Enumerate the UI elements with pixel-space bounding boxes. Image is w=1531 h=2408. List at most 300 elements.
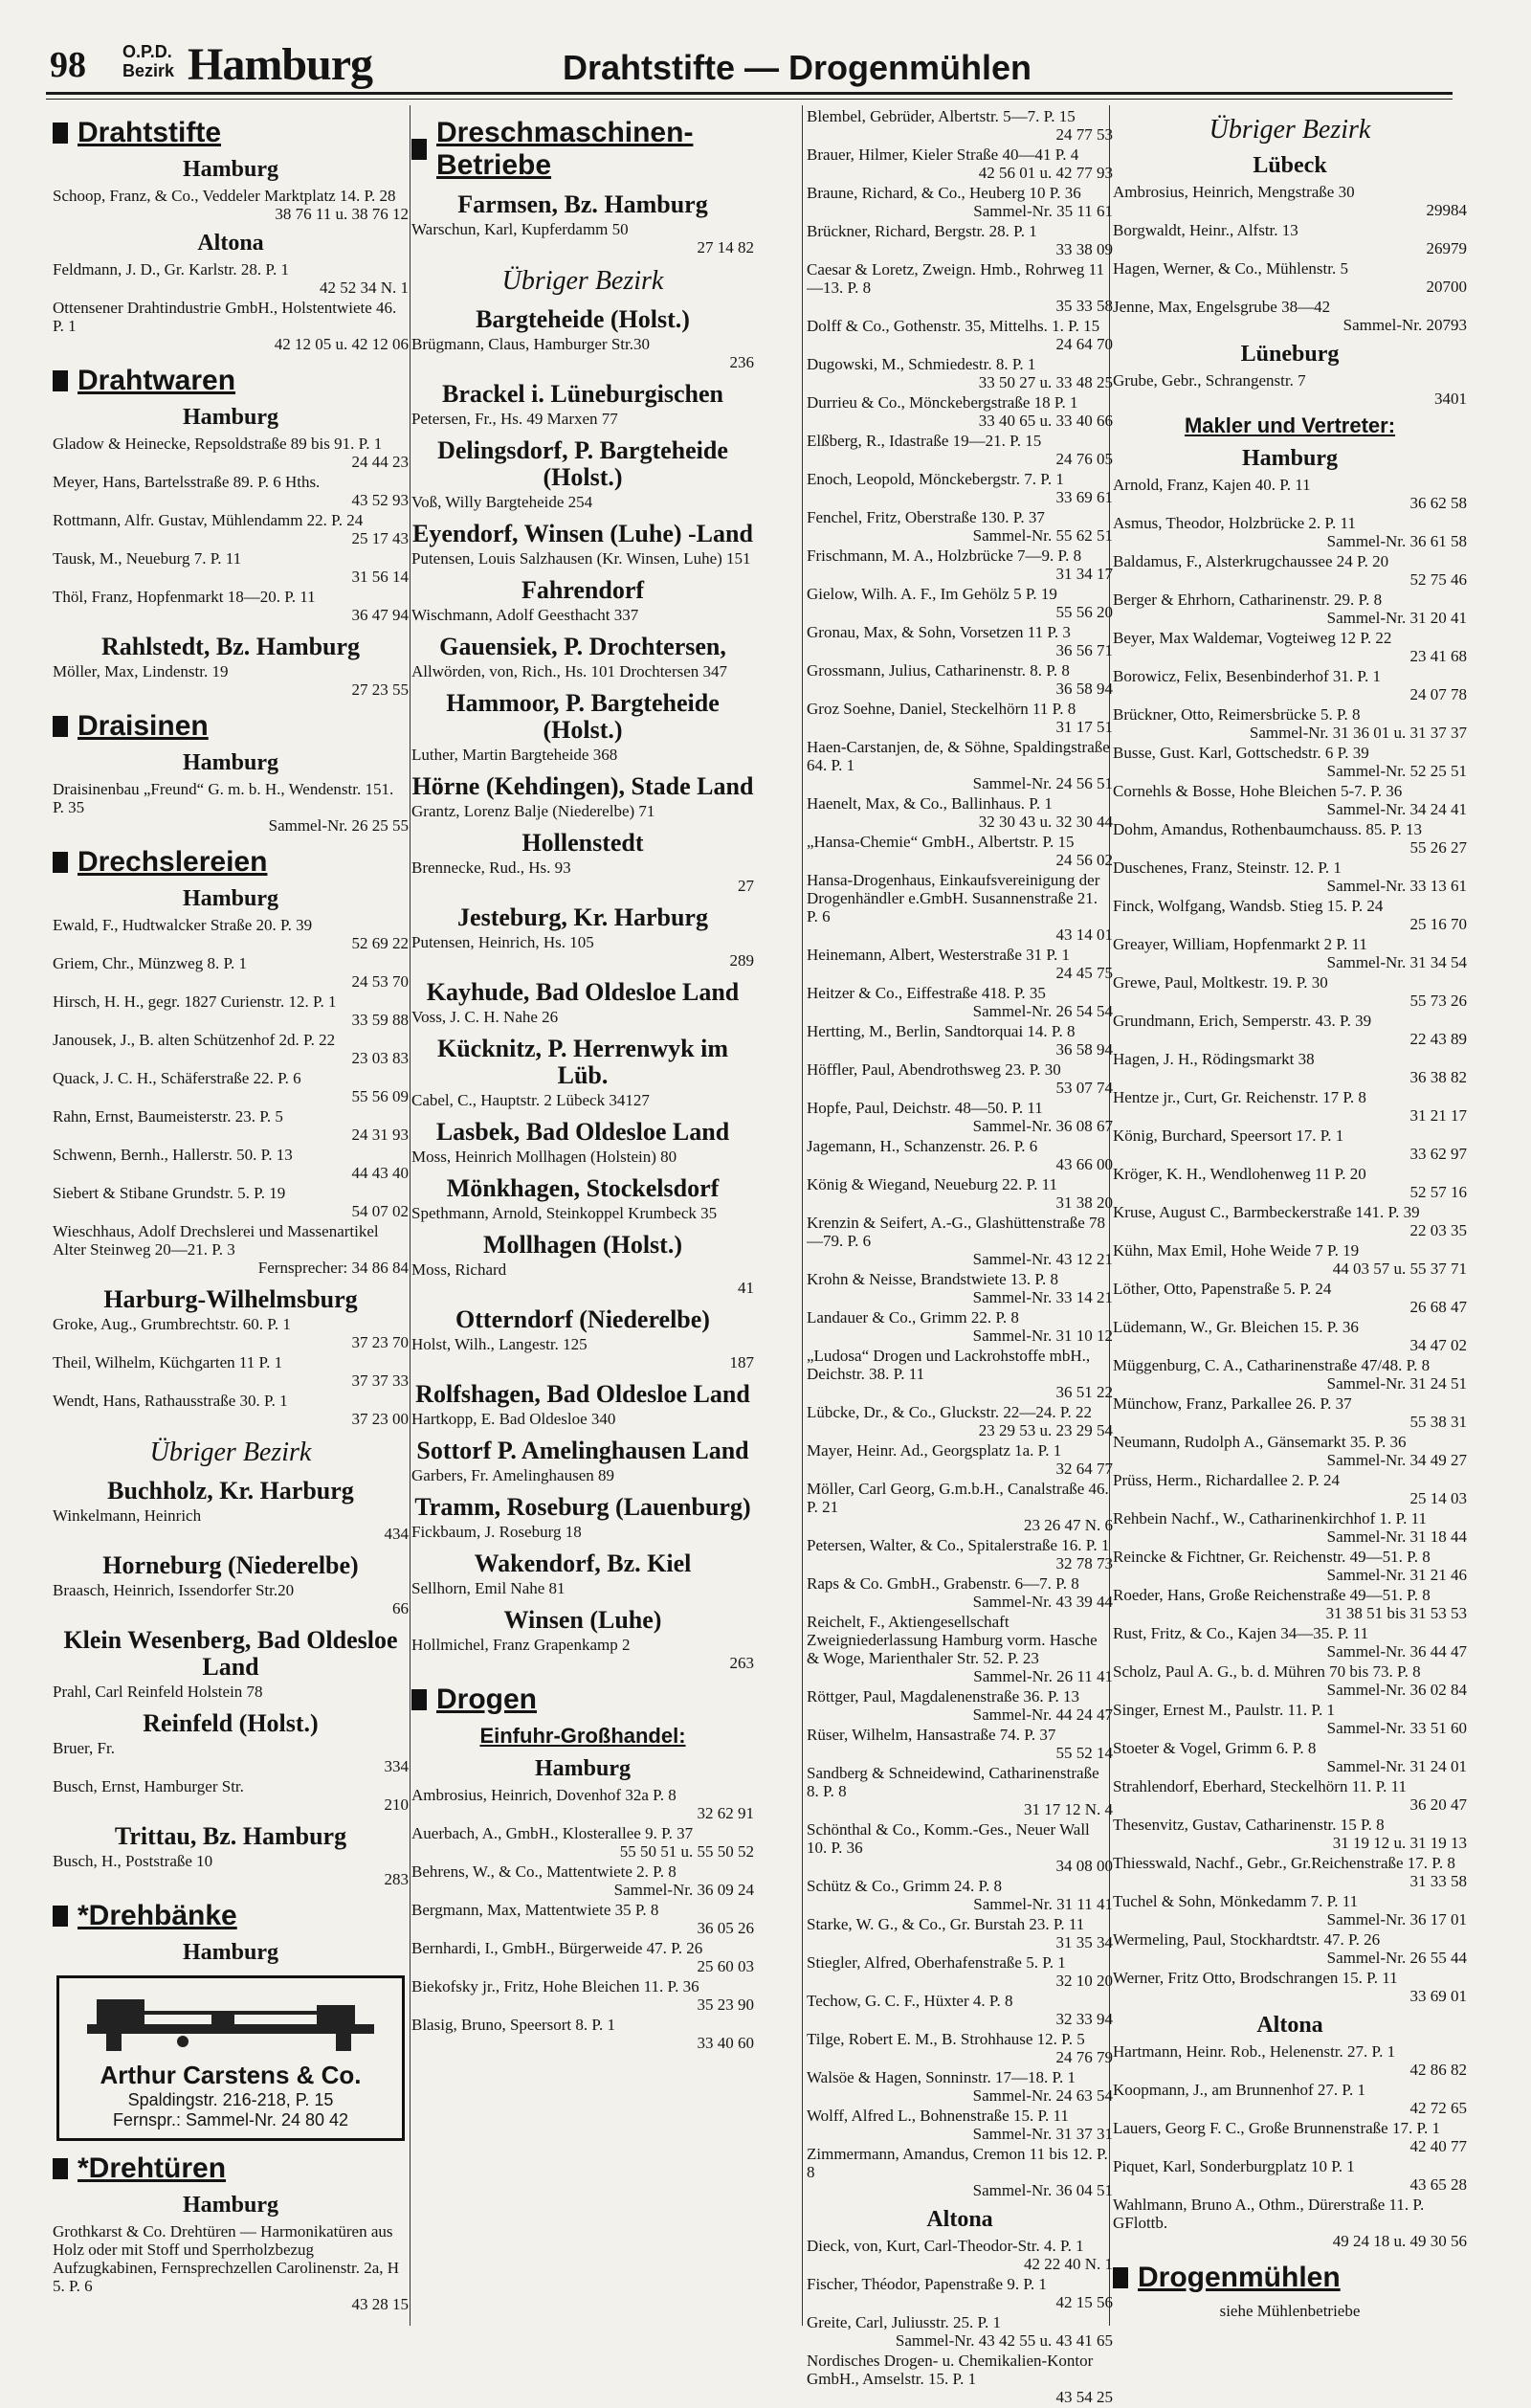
entry-phone: 33 38 09	[1055, 240, 1113, 258]
entry-text: Siebert & Stibane Grundstr. 5. P. 19	[53, 1184, 286, 1202]
section-title: Drahtwaren	[78, 365, 236, 396]
section-title: *Drehbänke	[78, 1900, 237, 1931]
entry	[807, 1099, 1113, 1135]
entry-phone: 55 50 51 u. 55 50 52	[619, 1842, 754, 1861]
entry-text: Lübcke, Dr., & Co., Gluckstr. 22—24. P. 22	[807, 1403, 1092, 1421]
entry-text: Warschun, Karl, Kupferdamm 50	[411, 220, 629, 238]
entry-phone: 55 38 31	[1409, 1413, 1467, 1431]
entry-phone: 36 20 47	[1409, 1795, 1467, 1814]
entry	[411, 1939, 754, 1975]
entry-text: Elßberg, R., Idastraße 19—21. P. 15	[807, 432, 1042, 450]
entry	[1113, 1892, 1467, 1929]
entry-phone: 24 31 93	[351, 1126, 409, 1144]
entry-text: Quack, J. C. H., Schäferstraße 22. P. 6	[53, 1069, 301, 1087]
entry-phone: 52 69 22	[351, 934, 409, 952]
entry-phone: 31 56 14	[351, 568, 409, 586]
place-heading: Harburg-Wilhelmsburg	[103, 1285, 358, 1313]
entry-phone: Sammel-Nr. 55 62 51	[972, 526, 1113, 545]
entry	[807, 1175, 1113, 1212]
entry-text: Grothkarst & Co. Drehtüren — Harmonikatüren aus Holz oder mit Stoff und Sperrholzbezug Aufzugkabinen, Fernsprechzellen Carolinenstr. 2a, H 5. P. 6	[53, 2222, 400, 2295]
entry-text: Ewald, F., Hudtwalcker Straße 20. P. 39	[53, 916, 313, 934]
entry-phone: Sammel-Nr. 36 08 67	[972, 1117, 1113, 1135]
entry	[1113, 259, 1467, 296]
entry	[1113, 1701, 1467, 1737]
entry-phone: 33 62 97	[1409, 1145, 1467, 1163]
entry	[411, 1636, 754, 1672]
entry-phone: 43 66 00	[1055, 1155, 1113, 1173]
entry-text: Greayer, William, Hopfenmarkt 2 P. 11	[1113, 935, 1367, 953]
entry	[53, 1069, 409, 1105]
entry	[1113, 1088, 1467, 1125]
entry-text: Zimmermann, Amandus, Cremon 11 bis 12. P. 8	[807, 2145, 1108, 2181]
entry	[53, 1146, 409, 1182]
section-title: *Drehtüren	[78, 2152, 227, 2184]
entry	[1113, 1739, 1467, 1775]
entry-phone: 33 69 01	[1409, 1987, 1467, 2005]
entry-text: Grantz, Lorenz Balje (Niederelbe) 71	[411, 802, 655, 820]
entry-text: Reincke & Fichtner, Gr. Reichenstr. 49—51. P. 8	[1113, 1548, 1431, 1566]
entry-phone: 55 56 20	[1055, 603, 1113, 621]
entry	[807, 871, 1113, 944]
entry-text: Haenelt, Max, & Co., Ballinhaus. P. 1	[807, 794, 1053, 813]
entry-text: Wendt, Hans, Rathausstraße 30. P. 1	[53, 1392, 288, 1410]
entry-text: Arnold, Franz, Kajen 40. P. 11	[1113, 476, 1311, 494]
place-heading: Buchholz, Kr. Harburg	[107, 1477, 354, 1505]
entry-phone: 33 50 27 u. 33 48 25	[978, 373, 1113, 391]
entry	[807, 833, 1113, 869]
entry-text: Gielow, Wilh. A. F., Im Gehölz 5 P. 19	[807, 585, 1057, 603]
entry-phone: Fernsprecher: 34 86 84	[257, 1259, 409, 1277]
entry-phone: Sammel-Nr. 20793	[1342, 316, 1467, 334]
square-bullet-icon	[411, 1689, 427, 1710]
entry-phone: Sammel-Nr. 31 24 51	[1326, 1374, 1467, 1393]
entry-text: Roeder, Hans, Große Reichenstraße 49—51. P. 8	[1113, 1586, 1431, 1604]
entry	[1113, 705, 1467, 742]
entry	[1113, 973, 1467, 1010]
place-heading: Horneburg (Niederelbe)	[102, 1551, 359, 1579]
advertiser-phone: Fernspr.: Sammel-Nr. 24 80 42	[112, 2110, 349, 2129]
entry-text: Greite, Carl, Juliusstr. 25. P. 1	[807, 2313, 1002, 2331]
opd-text: O.P.D.	[122, 42, 172, 61]
entry	[807, 623, 1113, 659]
entry-phone: 25 14 03	[1409, 1489, 1467, 1507]
entry	[807, 470, 1113, 506]
entry-text: Müggenburg, C. A., Catharinenstraße 47/48. P. 8	[1113, 1356, 1431, 1374]
entry-text: Kruse, August C., Barmbeckerstraße 141. P. 39	[1113, 1203, 1420, 1221]
entry	[1113, 1165, 1467, 1201]
entry-text: Feldmann, J. D., Gr. Karlstr. 28. P. 1	[53, 260, 289, 279]
entry-phone: 334	[384, 1757, 409, 1775]
entry	[1113, 1969, 1467, 2005]
entry-text: Dieck, von, Kurt, Carl-Theodor-Str. 4. P. 1	[807, 2237, 1084, 2255]
entry-text: Enoch, Leopold, Mönckebergstr. 7. P. 1	[807, 470, 1064, 488]
entry-phone: 24 76 05	[1055, 450, 1113, 468]
entry-phone: 36 51 22	[1055, 1383, 1113, 1401]
entry	[1113, 858, 1467, 895]
entry-text: Meyer, Hans, Bartelsstraße 89. P. 6 Hths.	[53, 473, 321, 491]
entry-phone: 25 60 03	[697, 1957, 754, 1975]
entry-phone: 37 23 00	[351, 1410, 409, 1428]
entry-text: Jagemann, H., Schanzenstr. 26. P. 6	[807, 1137, 1038, 1155]
column-1	[53, 105, 409, 2315]
entry-text: Hansa-Drogenhaus, Einkaufsvereinigung der Drogenhändler e.GmbH. Susannenstraße 21. P. 6	[807, 871, 1100, 925]
square-bullet-icon	[53, 1906, 68, 1927]
entry	[1113, 1777, 1467, 1814]
entry	[411, 410, 754, 428]
place-heading: Hammoor, P. Bargteheide (Holst.)	[446, 689, 720, 744]
entry	[1113, 1126, 1467, 1163]
entry-text: Koopmann, J., am Brunnenhof 27. P. 1	[1113, 2081, 1365, 2099]
entry-phone: 31 21 17	[1409, 1106, 1467, 1125]
page-number: 98	[50, 45, 86, 85]
entry	[1113, 1433, 1467, 1469]
entry	[411, 2016, 754, 2052]
entry-text: Hagen, J. H., Rödingsmarkt 38	[1113, 1050, 1315, 1068]
place-heading: Hollenstedt	[521, 829, 644, 857]
entry-text: Asmus, Theodor, Holzbrücke 2. P. 11	[1113, 514, 1356, 532]
entry	[807, 508, 1113, 545]
entry	[1113, 183, 1467, 219]
entry	[807, 1441, 1113, 1478]
square-bullet-icon	[53, 852, 68, 873]
entry	[807, 585, 1113, 621]
entry	[1113, 1050, 1467, 1086]
entry-phone: Sammel-Nr. 36 04 51	[972, 2181, 1113, 2199]
entry-phone: 32 62 91	[697, 1804, 754, 1822]
entry-text: König, Burchard, Speersort 17. P. 1	[1113, 1126, 1344, 1145]
entry-text: Auerbach, A., GmbH., Klosterallee 9. P. 37	[411, 1824, 694, 1842]
section-drahtwaren	[53, 365, 409, 397]
entry	[53, 780, 409, 835]
entry-phone: 3401	[1434, 390, 1467, 408]
place-heading: Kücknitz, P. Herrenwyk im Lüb.	[436, 1035, 729, 1089]
entry	[807, 145, 1113, 182]
entry-phone: 36 62 58	[1409, 494, 1467, 512]
entry-text: Werner, Fritz Otto, Brodschrangen 15. P. 11	[1113, 1969, 1398, 1987]
entry-text: Ambrosius, Heinrich, Mengstraße 30	[1113, 183, 1355, 201]
entry	[1113, 820, 1467, 857]
entry-text: Sellhorn, Emil Nahe 81	[411, 1579, 566, 1597]
entry-text: Caesar & Loretz, Zweign. Hmb., Rohrweg 11—13. P. 8	[807, 260, 1104, 297]
entry-phone: Sammel-Nr. 33 14 21	[972, 1288, 1113, 1306]
entry-text: Schwenn, Bernh., Hallerstr. 50. P. 13	[53, 1146, 293, 1164]
entry	[1113, 2157, 1467, 2194]
entry-phone: Sammel-Nr. 33 13 61	[1326, 877, 1467, 895]
place-heading: Gauensiek, P. Drochtersen,	[439, 633, 726, 660]
entry	[53, 2222, 409, 2313]
section-title: Drogen	[436, 1683, 537, 1715]
entry	[53, 1222, 409, 1277]
entry-text: „Ludosa“ Drogen und Lackrohstoffe mbH., Deichstr. 38. P. 11	[807, 1347, 1091, 1383]
entry-text: Wolff, Alfred L., Bohnenstraße 15. P. 11	[807, 2107, 1069, 2125]
entry-text: Borgwaldt, Heinr., Alfstr. 13	[1113, 221, 1298, 239]
entry-text: Draisinenbau „Freund“ G. m. b. H., Wendenstr. 151. P. 35	[53, 780, 394, 816]
entry	[1113, 2081, 1467, 2117]
entry	[53, 1031, 409, 1067]
entry-text: Bruer, Fr.	[53, 1739, 115, 1757]
entry-phone: Sammel-Nr. 34 49 27	[1326, 1451, 1467, 1469]
entry-phone: 29984	[1426, 201, 1467, 219]
entry-text: Thöl, Franz, Hopfenmarkt 18—20. P. 11	[53, 588, 316, 606]
entry	[807, 984, 1113, 1020]
section-drehtueren	[53, 2152, 409, 2185]
location-heading: Hamburg	[182, 157, 278, 182]
entry	[1113, 782, 1467, 818]
opd-label	[122, 42, 174, 80]
section-title: Draisinen	[78, 710, 209, 742]
entry-phone: 236	[729, 353, 754, 371]
entry	[807, 222, 1113, 258]
entry	[53, 1107, 409, 1144]
entry-text: Borowicz, Felix, Besenbinderhof 31. P. 1	[1113, 667, 1381, 685]
entry	[411, 1579, 754, 1597]
entry	[53, 1315, 409, 1351]
entry-text: Groz Soehne, Daniel, Steckelhörn 11 P. 8	[807, 700, 1076, 718]
entry-phone: Sammel-Nr. 31 34 54	[1326, 953, 1467, 971]
entry-phone: 210	[384, 1795, 409, 1814]
entry-phone: 34 08 00	[1055, 1857, 1113, 1875]
entry-phone: 35 23 90	[697, 1996, 754, 2014]
entry	[411, 802, 754, 820]
entry-phone: 36 56 71	[1055, 641, 1113, 659]
region-heading: Übriger Bezirk	[149, 1438, 312, 1467]
entry	[807, 2275, 1113, 2311]
place-heading: Mollhagen (Holst.)	[483, 1231, 682, 1259]
entry	[807, 1308, 1113, 1345]
entry-phone: 42 40 77	[1409, 2137, 1467, 2155]
entry	[1113, 1471, 1467, 1507]
entry-phone: 24 76 79	[1055, 2048, 1113, 2066]
column-divider	[802, 105, 803, 2326]
entry-text: Tausk, M., Neueburg 7. P. 11	[53, 549, 242, 568]
section-title: Drogenmühlen	[1138, 2262, 1341, 2293]
entry	[1113, 476, 1467, 512]
entry-phone: 434	[384, 1525, 409, 1543]
entry	[807, 1270, 1113, 1306]
entry	[411, 1786, 754, 1822]
place-heading: Brackel i. Lüneburgischen	[442, 380, 723, 408]
city-title: Hamburg	[188, 39, 373, 90]
entry	[1113, 298, 1467, 334]
entry	[1113, 897, 1467, 933]
entry-text: Allwörden, von, Rich., Hs. 101 Drochtersen 347	[411, 662, 728, 680]
entry	[411, 1335, 754, 1371]
entry	[411, 1523, 754, 1541]
region-heading: Übriger Bezirk	[501, 266, 664, 296]
entry	[807, 1574, 1113, 1611]
entry	[1113, 221, 1467, 257]
bezirk-text: Bezirk	[122, 61, 175, 80]
entry-phone: Sammel-Nr. 24 56 51	[972, 774, 1113, 792]
entry	[807, 107, 1113, 144]
entry	[807, 1915, 1113, 1951]
entry-text: Strahlendorf, Eberhard, Steckelhörn 11. P. 11	[1113, 1777, 1408, 1795]
entry	[53, 1353, 409, 1390]
entry-text: Röttger, Paul, Magdalenenstraße 36. P. 13	[807, 1687, 1079, 1706]
location-heading: Hamburg	[182, 405, 278, 430]
place-heading: Wakendorf, Bz. Kiel	[474, 1550, 692, 1577]
entry	[807, 946, 1113, 982]
header-rule-thin	[46, 99, 1453, 100]
entry-phone: 42 86 82	[1409, 2061, 1467, 2079]
entry-text: Braune, Richard, & Co., Heuberg 10 P. 36	[807, 184, 1081, 202]
column-2	[411, 105, 754, 2054]
entry-phone: Sammel-Nr. 33 51 60	[1326, 1719, 1467, 1737]
entry-text: Scholz, Paul A. G., b. d. Mühren 70 bis 73. P. 8	[1113, 1662, 1421, 1681]
entry	[807, 1137, 1113, 1173]
entry	[411, 1204, 754, 1222]
entry-text: Brückner, Otto, Reimersbrücke 5. P. 8	[1113, 705, 1361, 724]
place-heading: Rahlstedt, Bz. Hamburg	[100, 633, 361, 660]
entry-text: Krohn & Neisse, Brandstwiete 13. P. 8	[807, 1270, 1059, 1288]
entry-phone: Sammel-Nr. 36 09 24	[613, 1881, 754, 1899]
entry	[807, 2068, 1113, 2105]
subsection-title: Makler und Vertreter:	[1184, 413, 1396, 437]
entry-text: Schönthal & Co., Komm.-Ges., Neuer Wall 10. P. 36	[807, 1820, 1090, 1857]
entry-text: Hartkopp, E. Bad Oldesloe 340	[411, 1410, 616, 1428]
location-heading: Lübeck	[1253, 153, 1327, 178]
entry	[807, 1820, 1113, 1875]
entry-text: Frischmann, M. A., Holzbrücke 7—9. P. 8	[807, 546, 1082, 565]
entry	[807, 432, 1113, 468]
section-title: Drahtstifte	[78, 117, 222, 148]
entry	[807, 661, 1113, 698]
entry-phone: 263	[729, 1654, 754, 1672]
entry-text: Busch, Ernst, Hamburger Str.	[53, 1777, 244, 1795]
entry-text: Luther, Martin Bargteheide 368	[411, 746, 618, 764]
entry-phone: 23 29 53 u. 23 29 54	[978, 1421, 1113, 1439]
entry-phone: 33 69 61	[1055, 488, 1113, 506]
section-title: Dreschmaschinen-Betriebe	[436, 117, 694, 181]
entry-phone: Sammel-Nr. 44 24 47	[972, 1706, 1113, 1724]
advertisement-box	[56, 1975, 405, 2141]
entry-text: Blasig, Bruno, Speersort 8. P. 1	[411, 2016, 615, 2034]
section-dreschmaschinen	[411, 117, 754, 182]
entry-text: Duschenes, Franz, Steinstr. 12. P. 1	[1113, 858, 1342, 877]
entry-phone: 36 58 94	[1055, 680, 1113, 698]
place-heading: Fahrendorf	[521, 576, 645, 604]
location-heading: Altona	[197, 231, 264, 256]
entry-phone: 25 16 70	[1409, 915, 1467, 933]
entry-phone: 36 58 94	[1055, 1040, 1113, 1059]
place-heading: Klein Wesenberg, Bad Oldesloe Land	[63, 1626, 398, 1681]
entry	[1113, 1394, 1467, 1431]
entry-text: König & Wiegand, Neueburg 22. P. 11	[807, 1175, 1058, 1193]
entry-phone: 24 53 70	[351, 972, 409, 991]
entry	[53, 1184, 409, 1220]
entry	[807, 1953, 1113, 1990]
entry-text: Rust, Fritz, & Co., Kajen 34—35. P. 11	[1113, 1624, 1369, 1642]
entry-phone: Sammel-Nr. 31 21 46	[1326, 1566, 1467, 1584]
entry	[53, 299, 409, 353]
entry-text: Neumann, Rudolph A., Gänsemarkt 35. P. 36	[1113, 1433, 1407, 1451]
advertiser-address: Spaldingstr. 216-218, P. 15	[127, 2090, 334, 2109]
entry-text: Grube, Gebr., Schrangenstr. 7	[1113, 371, 1306, 390]
entry-phone: Sammel-Nr. 31 36 01 u. 31 37 37	[1249, 724, 1467, 742]
entry-phone: 43 52 93	[351, 491, 409, 509]
entry-phone: 33 40 65 u. 33 40 66	[978, 412, 1113, 430]
region-heading: Übriger Bezirk	[1209, 115, 1371, 145]
entry	[411, 933, 754, 970]
entry-text: Berger & Ehrhorn, Catharinenstr. 29. P. 8	[1113, 591, 1383, 609]
entry-text: Raps & Co. GmbH., Grabenstr. 6—7. P. 8	[807, 1574, 1079, 1593]
entry-phone: Sammel-Nr. 31 20 41	[1326, 609, 1467, 627]
entry-phone: 23 41 68	[1409, 647, 1467, 665]
entry-phone: 289	[729, 951, 754, 970]
entry-text: Krenzin & Seifert, A.-G., Glashüttenstraße 78—79. P. 6	[807, 1214, 1106, 1250]
entry-phone: Sammel-Nr. 31 18 44	[1326, 1527, 1467, 1546]
entry-text: Bernhardi, I., GmbH., Bürgerweide 47. P. 26	[411, 1939, 703, 1957]
entry	[53, 473, 409, 509]
place-heading: Eyendorf, Winsen (Luhe) -Land	[412, 520, 753, 547]
entry	[1113, 2196, 1467, 2250]
entry-text: Dohm, Amandus, Rothenbaumchauss. 85. P. 13	[1113, 820, 1422, 838]
entry	[53, 511, 409, 547]
entry-phone: 32 78 73	[1055, 1554, 1113, 1572]
entry	[411, 858, 754, 895]
entry-phone: 27	[738, 877, 754, 895]
entry	[411, 1862, 754, 1899]
entry-phone: 32 10 20	[1055, 1972, 1113, 1990]
entry-text: Winkelmann, Heinrich	[53, 1506, 202, 1525]
entry	[411, 493, 754, 511]
header-rule	[46, 92, 1453, 95]
entry-phone: 24 07 78	[1409, 685, 1467, 703]
entry-phone: 33 59 88	[351, 1011, 409, 1029]
place-heading: Jesteburg, Kr. Harburg	[457, 903, 708, 931]
entry	[1113, 1854, 1467, 1890]
entry	[1113, 552, 1467, 589]
entry-phone: Sammel-Nr. 26 11 41	[973, 1667, 1113, 1685]
entry	[1113, 1318, 1467, 1354]
entry-phone: 27 23 55	[351, 680, 409, 699]
entry-text: Sandberg & Schneidewind, Catharinenstraße 8. P. 8	[807, 1764, 1099, 1800]
entry	[807, 355, 1113, 391]
entry-text: Biekofsky jr., Fritz, Hohe Bleichen 11. P. 36	[411, 1977, 699, 1996]
entry-phone: 31 33 58	[1409, 1872, 1467, 1890]
entry-text: Moss, Richard	[411, 1260, 507, 1279]
entry-phone: Sammel-Nr. 36 44 47	[1326, 1642, 1467, 1661]
entry-phone: 24 64 70	[1055, 335, 1113, 353]
entry-text: Holst, Wilh., Langestr. 125	[411, 1335, 588, 1353]
entry	[411, 1148, 754, 1166]
entry-text: „Hansa-Chemie“ GmbH., Albertstr. P. 15	[807, 833, 1075, 851]
entry-phone: 24 77 53	[1055, 125, 1113, 144]
entry-phone: 37 23 70	[351, 1333, 409, 1351]
entry-text: Stiegler, Alfred, Oberhafenstraße 5. P. 1	[807, 1953, 1066, 1972]
entry	[807, 700, 1113, 736]
entry	[53, 662, 409, 699]
entry-text: Hollmichel, Franz Grapenkamp 2	[411, 1636, 631, 1654]
entry	[53, 1739, 409, 1775]
entry	[1113, 744, 1467, 780]
entry-text: Spethmann, Arnold, Steinkoppel Krumbeck 35	[411, 1204, 718, 1222]
entry	[807, 794, 1113, 831]
entry-phone: 26 68 47	[1409, 1298, 1467, 1316]
entry-text: Reichelt, F., Aktiengesellschaft Zweigniederlassung Hamburg vorm. Hasche & Woge, Marienthaler Str. 52. P. 23	[807, 1613, 1098, 1667]
entry-phone: 36 47 94	[351, 606, 409, 624]
entry-text: Behrens, W., & Co., Mattentwiete 2. P. 8	[411, 1862, 677, 1881]
entry	[1113, 667, 1467, 703]
entry	[807, 2145, 1113, 2199]
entry-phone: Sammel-Nr. 35 11 61	[973, 202, 1113, 220]
entry	[807, 1022, 1113, 1059]
entry-phone: 36 38 82	[1409, 1068, 1467, 1086]
entry-phone: 32 33 94	[1055, 2010, 1113, 2028]
entry-text: Mayer, Heinr. Ad., Georgsplatz 1a. P. 1	[807, 1441, 1062, 1460]
entry-text: Grossmann, Julius, Catharinenstr. 8. P. 8	[807, 661, 1070, 680]
entry-phone: 41	[738, 1279, 754, 1297]
